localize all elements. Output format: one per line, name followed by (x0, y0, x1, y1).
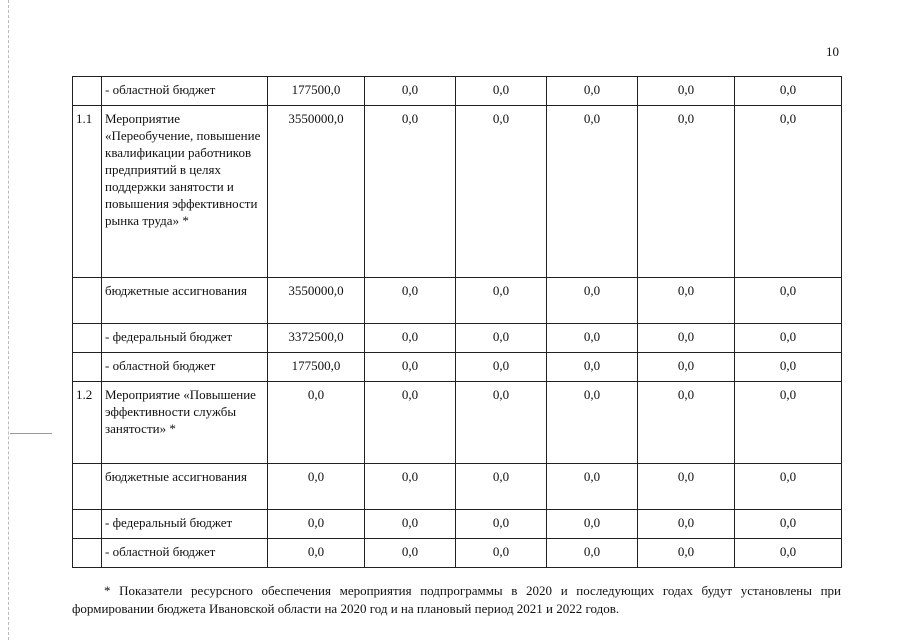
row-year-value: 0,0 (547, 382, 638, 464)
row-year-value: 0,0 (365, 382, 456, 464)
budget-table (72, 76, 842, 568)
row-name: бюджетные ассигнования (102, 278, 268, 324)
row-index (73, 278, 102, 324)
row-index: 1.2 (73, 382, 102, 464)
row-total: 3550000,0 (268, 106, 365, 278)
row-total: 0,0 (268, 510, 365, 539)
table-row (73, 324, 842, 353)
row-index: 1.1 (73, 106, 102, 278)
row-year-value: 0,0 (735, 382, 842, 464)
row-year-value: 0,0 (638, 539, 735, 568)
row-name: - федеральный бюджет (102, 324, 268, 353)
row-year-value: 0,0 (365, 324, 456, 353)
row-year-value: 0,0 (547, 77, 638, 106)
binding-tick (10, 433, 52, 434)
row-year-value: 0,0 (547, 106, 638, 278)
row-year-value: 0,0 (547, 324, 638, 353)
row-name: бюджетные ассигнования (102, 464, 268, 510)
row-name: - областной бюджет (102, 353, 268, 382)
row-total: 0,0 (268, 539, 365, 568)
row-year-value: 0,0 (638, 77, 735, 106)
row-name: - областной бюджет (102, 77, 268, 106)
table-row (73, 353, 842, 382)
row-year-value: 0,0 (735, 278, 842, 324)
row-total: 0,0 (268, 382, 365, 464)
row-year-value: 0,0 (365, 278, 456, 324)
row-year-value: 0,0 (456, 278, 547, 324)
row-index (73, 77, 102, 106)
row-total: 0,0 (268, 464, 365, 510)
row-year-value: 0,0 (547, 353, 638, 382)
row-index (73, 353, 102, 382)
row-year-value: 0,0 (735, 106, 842, 278)
row-year-value: 0,0 (456, 77, 547, 106)
row-year-value: 0,0 (456, 353, 547, 382)
row-year-value: 0,0 (456, 324, 547, 353)
row-total: 177500,0 (268, 353, 365, 382)
binding-line (8, 0, 9, 640)
row-total: 3372500,0 (268, 324, 365, 353)
row-year-value: 0,0 (638, 510, 735, 539)
table-row (73, 510, 842, 539)
row-year-value: 0,0 (365, 510, 456, 539)
row-year-value: 0,0 (638, 464, 735, 510)
page-number: 10 (826, 44, 839, 59)
table-row (73, 278, 842, 324)
row-index (73, 539, 102, 568)
table-row (73, 539, 842, 568)
row-year-value: 0,0 (547, 510, 638, 539)
row-name: - федеральный бюджет (102, 510, 268, 539)
row-year-value: 0,0 (735, 324, 842, 353)
table-row (73, 464, 842, 510)
table-row (73, 106, 842, 278)
row-year-value: 0,0 (638, 106, 735, 278)
row-year-value: 0,0 (365, 464, 456, 510)
row-year-value: 0,0 (735, 353, 842, 382)
row-year-value: 0,0 (735, 77, 842, 106)
row-year-value: 0,0 (547, 464, 638, 510)
row-index (73, 324, 102, 353)
row-year-value: 0,0 (456, 464, 547, 510)
row-year-value: 0,0 (456, 539, 547, 568)
row-year-value: 0,0 (638, 278, 735, 324)
row-year-value: 0,0 (638, 324, 735, 353)
row-year-value: 0,0 (735, 464, 842, 510)
row-index (73, 510, 102, 539)
row-year-value: 0,0 (456, 382, 547, 464)
row-index (73, 464, 102, 510)
row-name: Мероприятие «Переобучение, повышение квалификации работников предприятий в целях поддержки занятости и повышения эффективности рынка труда» * (102, 106, 268, 278)
row-year-value: 0,0 (547, 278, 638, 324)
row-year-value: 0,0 (365, 106, 456, 278)
row-name: Мероприятие «Повышение эффективности службы занятости» * (102, 382, 268, 464)
row-year-value: 0,0 (638, 382, 735, 464)
row-year-value: 0,0 (365, 353, 456, 382)
row-year-value: 0,0 (547, 539, 638, 568)
row-year-value: 0,0 (365, 539, 456, 568)
row-year-value: 0,0 (735, 510, 842, 539)
table-row (73, 382, 842, 464)
row-year-value: 0,0 (456, 510, 547, 539)
row-year-value: 0,0 (735, 539, 842, 568)
footnote: * Показатели ресурсного обеспечения мероприятия подпрограммы в 2020 и последующих годах будут установлены при формировании бюджета Ивановской области на 2020 год и на плановый период 2021 и 2022 годов. (72, 583, 841, 616)
row-total: 177500,0 (268, 77, 365, 106)
row-total: 3550000,0 (268, 278, 365, 324)
row-year-value: 0,0 (365, 77, 456, 106)
row-year-value: 0,0 (456, 106, 547, 278)
table-row (73, 77, 842, 106)
row-year-value: 0,0 (638, 353, 735, 382)
row-name: - областной бюджет (102, 539, 268, 568)
